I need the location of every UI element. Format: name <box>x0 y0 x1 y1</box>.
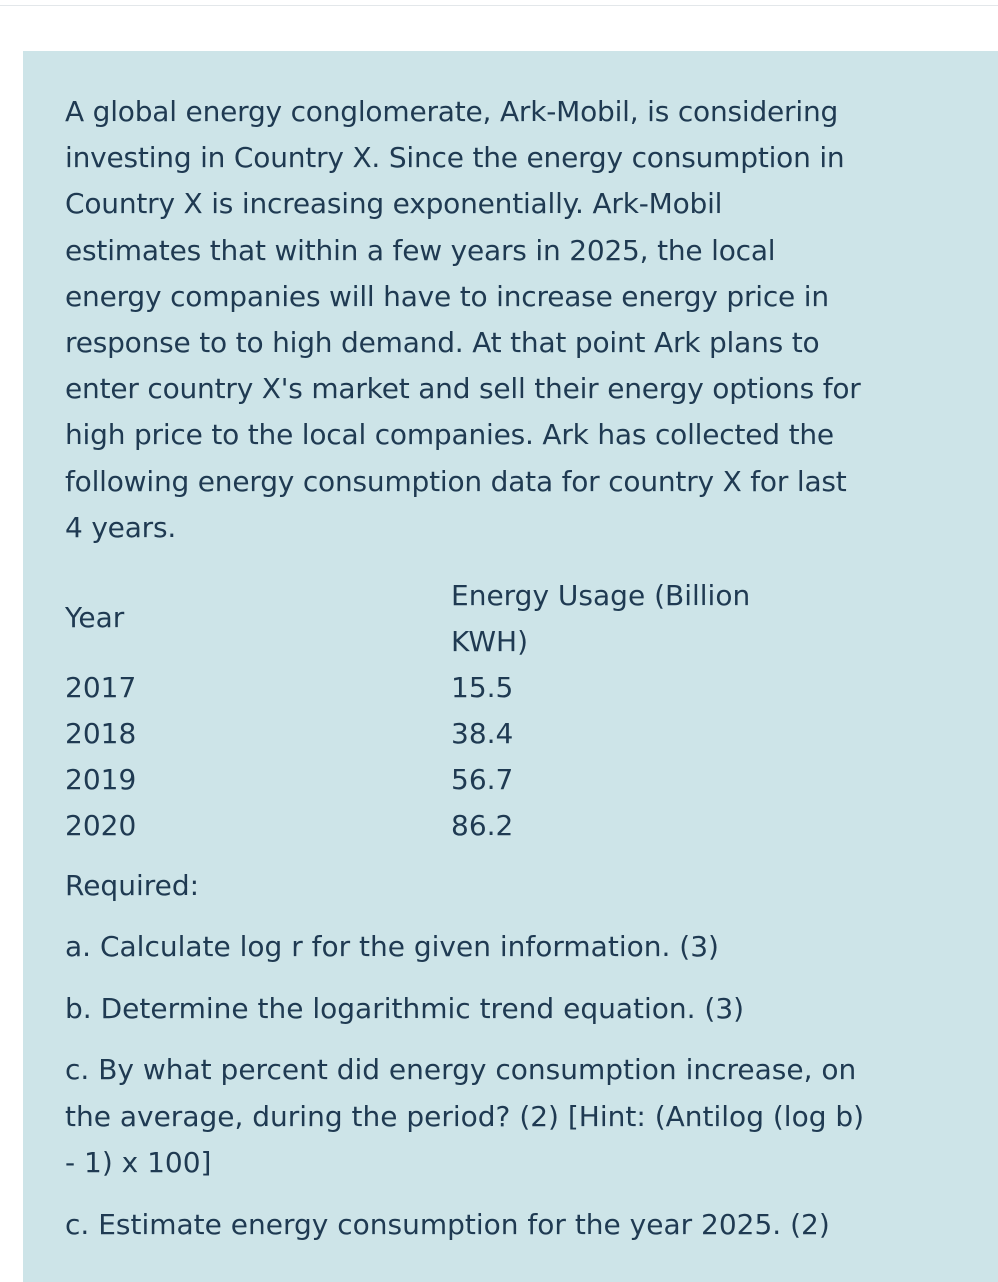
question-card <box>23 51 998 1282</box>
table-row <box>65 665 945 711</box>
year-cell: 2020 <box>65 809 137 843</box>
statement-line: estimates that within a few years in 2025, the local <box>65 233 776 267</box>
statement-line: investing in Country X. Since the energy consumption in <box>65 141 845 175</box>
required-section <box>65 863 945 1248</box>
question-content <box>65 89 945 1248</box>
energy-usage-table <box>65 573 945 849</box>
question-line: a. Calculate log r for the given information. (3) <box>65 930 719 964</box>
usage-cell: 15.5 <box>451 671 514 705</box>
statement-line: enter country X's market and sell their energy options for <box>65 372 861 406</box>
usage-column-header <box>451 573 750 665</box>
usage-cell: 56.7 <box>451 763 514 797</box>
statement-line: Country X is increasing exponentially. Ark-Mobil <box>65 187 723 221</box>
usage-cell: 86.2 <box>451 809 514 843</box>
year-cell: 2019 <box>65 763 137 797</box>
usage-cell: 38.4 <box>451 717 514 751</box>
statement-line: high price to the local companies. Ark has collected the <box>65 418 834 452</box>
year-cell: 2017 <box>65 671 137 705</box>
question-line: c. By what percent did energy consumption increase, on <box>65 1053 857 1087</box>
question-line: - 1) x 100] <box>65 1146 212 1180</box>
table-header <box>65 573 945 665</box>
statement-line: response to to high demand. At that point Ark plans to <box>65 326 820 360</box>
question-b <box>65 986 945 1033</box>
year-cell: 2018 <box>65 717 137 751</box>
top-divider <box>0 5 998 6</box>
problem-statement <box>65 89 945 551</box>
year-column-header: Year <box>65 601 125 635</box>
question-line: c. Estimate energy consumption for the year 2025. (2) <box>65 1207 830 1241</box>
statement-line: energy companies will have to increase energy price in <box>65 279 829 313</box>
question-line: the average, during the period? (2) [Hint: (Antilog (log b) <box>65 1099 865 1133</box>
statement-line: A global energy conglomerate, Ark-Mobil, is considering <box>65 95 839 128</box>
question-a <box>65 924 945 971</box>
table-row <box>65 757 945 803</box>
table-row <box>65 711 945 757</box>
usage-header-line: Energy Usage (Billion <box>451 579 751 613</box>
statement-line: following energy consumption data for country X for last <box>65 464 847 498</box>
question-c-percent <box>65 1047 945 1187</box>
question-line: b. Determine the logarithmic trend equation. (3) <box>65 991 745 1025</box>
table-row <box>65 803 945 849</box>
required-heading: Required: <box>65 869 200 903</box>
question-c-estimate <box>65 1202 945 1249</box>
statement-line: 4 years. <box>65 510 177 544</box>
usage-header-line: KWH) <box>451 625 529 659</box>
